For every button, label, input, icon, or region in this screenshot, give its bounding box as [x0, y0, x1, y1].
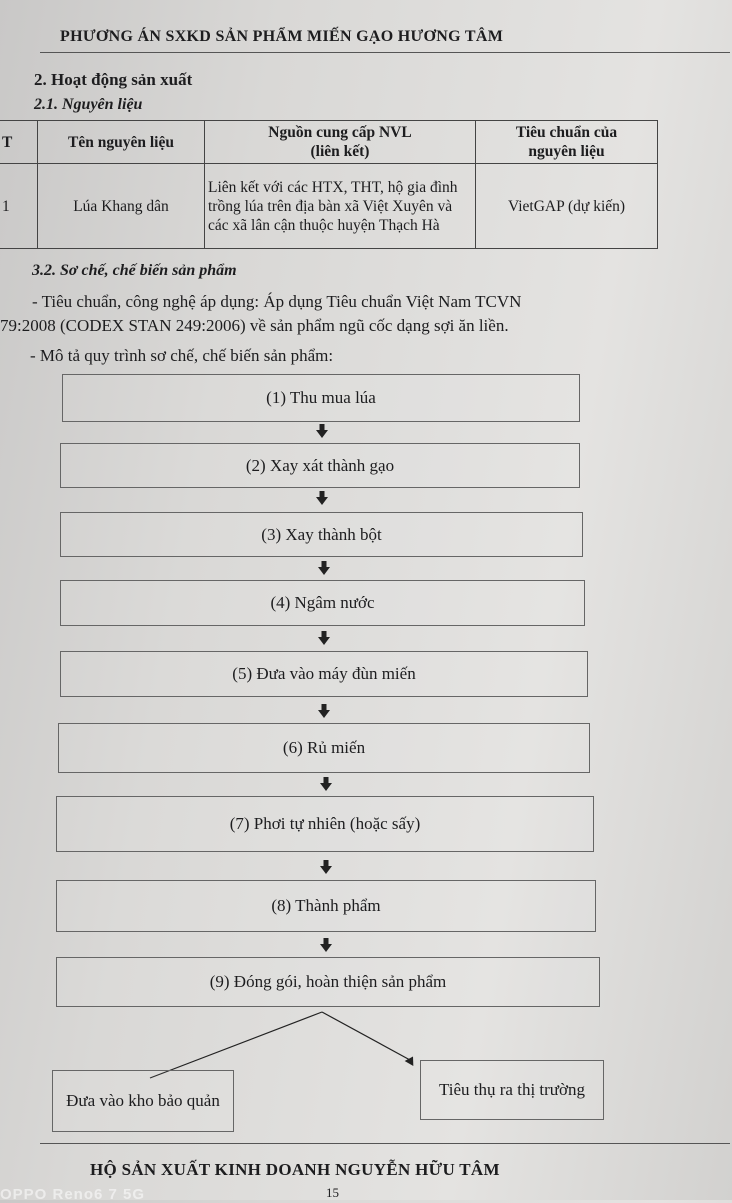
branch-market: Tiêu thụ ra thị trường [420, 1060, 604, 1120]
footer-rule [40, 1143, 730, 1144]
down-arrow-icon [318, 704, 330, 718]
source-header-text: Nguồn cung cấp NVL (liên kết) [268, 124, 412, 160]
header-rule [40, 52, 730, 53]
flow-step-7: (7) Phơi tự nhiên (hoặc sấy) [56, 796, 594, 852]
down-arrow-icon [320, 860, 332, 874]
table-header-name: Tên nguyên liệu [38, 121, 205, 164]
section-2-heading: 2. Hoạt động sản xuất [34, 70, 193, 89]
table-row [0, 164, 658, 249]
table-cell-name: Lúa Khang dân [38, 164, 205, 249]
table-header-source [205, 121, 476, 164]
down-arrow-icon [318, 561, 330, 575]
flow-step-4: (4) Ngâm nước [60, 580, 585, 626]
table-header-standard [476, 121, 658, 164]
process-intro: - Mô tả quy trình sơ chế, chế biến sản phẩm: [30, 346, 334, 365]
table-cell-standard: VietGAP (dự kiến) [476, 164, 658, 249]
section-2-1-heading: 2.1. Nguyên liệu [34, 96, 143, 113]
standard-header-text: Tiêu chuẩn của nguyên liệu [515, 124, 618, 160]
table-header-row [0, 121, 658, 164]
document-footer: HỘ SẢN XUẤT KINH DOANH NGUYỄN HỮU TÂM [90, 1160, 500, 1179]
page-number: 15 [326, 1185, 339, 1200]
table-header-stt: T [0, 121, 38, 164]
document-header: PHƯƠNG ÁN SXKD SẢN PHẨM MIẾN GẠO HƯƠNG TÂM [60, 28, 504, 45]
branch-warehouse: Đưa vào kho bảo quản [52, 1070, 234, 1132]
down-arrow-icon [320, 777, 332, 791]
flow-step-2: (2) Xay xát thành gạo [60, 443, 580, 488]
down-arrow-icon [318, 631, 330, 645]
table-cell-stt: 1 [0, 164, 38, 249]
standard-paragraph-line2: 79:2008 (CODEX STAN 249:2006) về sản phẩm ngũ cốc dạng sợi ăn liền. [0, 316, 509, 335]
flow-step-6: (6) Rủ miến [58, 723, 590, 773]
flow-step-1: (1) Thu mua lúa [62, 374, 580, 422]
table-cell-source: Liên kết với các HTX, THT, hộ gia đình trồng lúa trên địa bàn xã Việt Xuyên và các xã lân cận thuộc huyện Thạch Hà [205, 164, 476, 249]
down-arrow-icon [320, 938, 332, 952]
flow-step-8: (8) Thành phẩm [56, 880, 596, 932]
standard-paragraph-line1: - Tiêu chuẩn, công nghệ áp dụng: Áp dụng Tiêu chuẩn Việt Nam TCVN [32, 292, 522, 311]
down-arrow-icon [316, 424, 328, 438]
flow-step-3: (3) Xay thành bột [60, 512, 583, 557]
down-arrow-icon [316, 491, 328, 505]
flow-step-5: (5) Đưa vào máy đùn miến [60, 651, 588, 697]
raw-material-table [0, 120, 658, 249]
flow-step-9: (9) Đóng gói, hoàn thiện sản phẩm [56, 957, 600, 1007]
section-3-2-heading: 3.2. Sơ chế, chế biến sản phẩm [32, 262, 237, 279]
camera-watermark: OPPO Reno6 7 5G [0, 1186, 146, 1203]
